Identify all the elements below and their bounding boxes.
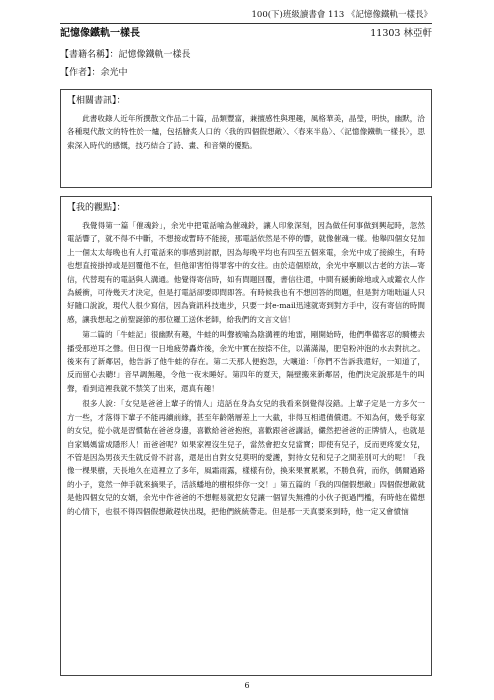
title-row: [60, 27, 432, 41]
running-header: 100(下)班級讀書會 113 《記憶像鐵軌一樣長》: [251, 10, 432, 20]
review-heading: 【我的觀點】：: [67, 203, 126, 213]
book-info-paragraph: 此書收錄人近年所撰散文作品二十篇，品類豐富，兼擅感性與理趣，風格華美，晶瑩，明快，幽默，洽各種現代散文的特性於一爐，包括膾炙人口的〈我的四個假想敵〉、〈春來半島〉、〈記憶像鐵軌一樣長〉，思索深入時代的感慨，技巧結合了詩、畫、和音樂的優點。: [67, 114, 425, 150]
review-box: [60, 196, 432, 676]
book-name-line: 【書籍名稱】：記憶像鐵軌一樣長: [60, 50, 191, 60]
student-id-name: 11303 林亞軒: [370, 28, 432, 39]
book-info-box: [60, 89, 432, 188]
document-title: 記憶像鐵軌一樣長: [60, 28, 140, 39]
review-paragraph: 很多人說：「女兒是爸爸上輩子的情人」這話在身為女兒的我看來倒覺得沒錯。上輩子定是一方多欠一方一些，才落得下輩子不能再續前緣，甚至年齡階層差上一大截，非得互相還債償還。不知為何，幾乎每家的女兒，從小就是習慣黏在爸爸身邊，喜歡給爸爸抱抱，喜歡跟爸爸講話，儼然把爸爸的正牌情人，也就是自家媽媽當成隱形人！而爸爸呢？如果家裡沒生兒子，當然會把女兒當寶；即使有兒子，反而更疼愛女兒，不管是因為男孩天生就反骨不討喜，還是出自對女兒莫明的愛護，對待女兒和兒子之間差別可大的呢！「我像一棵果樹，天長地久在這裡立了多年，風霜雨露，樣樣有份，換來果實累累，不勝負荷，而你，偶爾過路的小子，竟然一伸手就來摘果子，活該蟠地的樹根絆你一交！」第五篇的「我的四個假想敵」四個假想敵就是他四個女兒的女婿，余光中作爸爸的不想輕易就把女兒讓一個冒失無禮的小伙子扼過門檻，有時他在備想的心情下，也很不得四個假想敵趕快出現，把他們統統帶走。但是那一天真要來到時，他一定又會憤恼: [67, 399, 425, 516]
header-rule: [60, 23, 432, 24]
review-paragraph: 第二篇的「牛蛙記」很幽默有趣，牛蛙的叫聲被喻為陰溝裡的地雷，剛開始時，他們準備客忍的騎樓去播受那逆耳之聲。但日復一日地疲勞轟炸後，余光中實在按捺不住，以滿滿湯，肥皂粉沖泡的水去對抗之。後來有了新鄰居，他告訴了他牛蛙的存在。第二天那人便抱怨，大嚷道：「你們不告訴我還好，一知道了，反而留心去聽!」音早調無趣，令他一夜未睡好。第四年的夏天，隔壁搬來新鄰居，他們決定說那是牛的叫聲，看到這裡我就不禁笑了出來，還真有趣！: [67, 330, 425, 393]
page-number: 6: [244, 681, 250, 690]
book-info-heading: 【相關書訊】：: [67, 96, 126, 106]
review-paragraph: 我覺得第一篇「催魂鈴」，余光中把電話喻為催魂鈴，讓人印象深刻，因為做任何事做到興起時，忽然電話響了，就不得不中斷，不想接或暫時不能接，那電話依然是不停的響，就像催魂一樣。他舉四個女兒加上一個太太每晚也有人打電話來的事感到討厭，因為每晚平均也有四至五個來電，余光中成了接線生，有時也想直接掛掉或是回覆他不在，但他卻害怕得罪客中的女往。由於這個原故，余光中寧願以古老的方法—寄信，代替現有的電話與人溝通。他覺得寄信時，如有問題回覆，書信往還，中間有緩衝餘地或入或鑑衣人作為緩衝，可待幾天才決定，但是打電話卻要即問即答。有時候我也有不想回答的問題，但是對方咄咄逼人只好隨口說說，現代人很少寫信，因為資訊科技進步，只要一封e-mail迅速就寄到對方手中，沒有寄信的時間感，讓我想起之前聖誕節的那位羅工送休老師，給我們的文言文信！: [67, 221, 425, 324]
author-line: 【作者】：余光中: [60, 68, 128, 78]
